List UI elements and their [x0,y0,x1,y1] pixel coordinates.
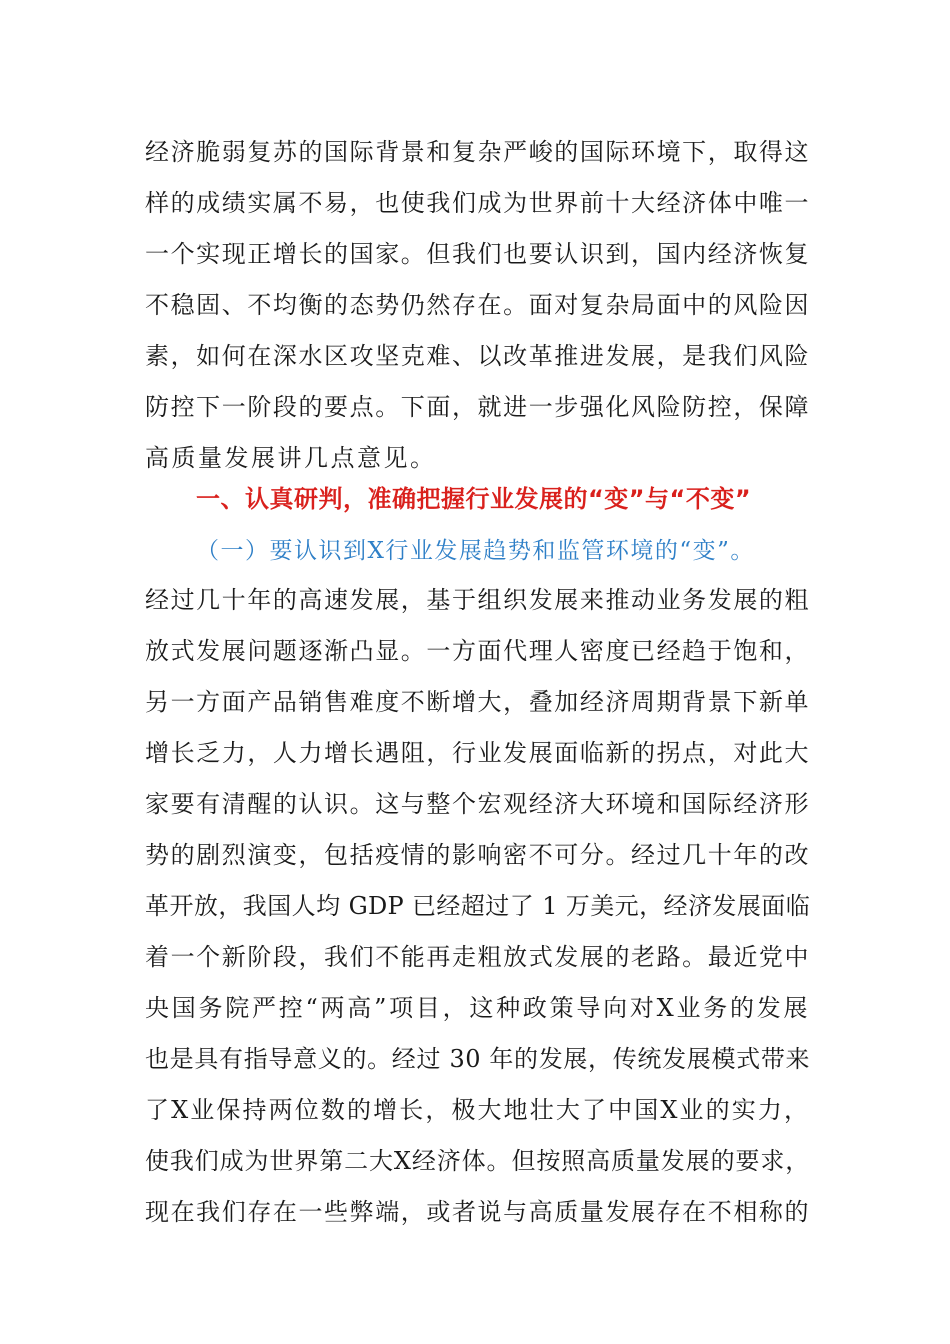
paragraph-line: 革开放，我国人均 GDP 已经超过了 1 万美元，经济发展面临 [145,892,810,920]
paragraph-line: 样的成绩实属不易，也使我们成为世界前十大经济体中唯一 [145,189,810,217]
paragraph-line: 也是具有指导意义的。经过 30 年的发展，传统发展模式带来 [145,1045,810,1073]
paragraph-line: 现在我们存在一些弊端，或者说与高质量发展存在不相称的 [145,1198,810,1226]
section-heading: 一、认真研判，准确把握行业发展的“变”与“不变” [196,485,752,513]
paragraph-line: 经济脆弱复苏的国际背景和复杂严峻的国际环境下，取得这 [145,138,810,166]
paragraph-line: 了X业保持两位数的增长，极大地壮大了中国X业的实力， [145,1096,810,1124]
paragraph-line: 高质量发展讲几点意见。 [145,444,437,472]
paragraph-line: 经过几十年的高速发展，基于组织发展来推动业务发展的粗 [145,586,810,614]
paragraph-line: 增长乏力，人力增长遇阻，行业发展面临新的拐点，对此大 [145,739,810,767]
paragraph-line: 防控下一阶段的要点。下面，就进一步强化风险防控，保障 [145,393,810,421]
paragraph-line: 使我们成为世界第二大X经济体。但按照高质量发展的要求， [145,1147,810,1175]
paragraph-line: 一个实现正增长的国家。但我们也要认识到，国内经济恢复 [145,240,810,268]
paragraph-line: 放式发展问题逐渐凸显。一方面代理人密度已经趋于饱和， [145,637,810,665]
paragraph-line: 家要有清醒的认识。这与整个宏观经济大环境和国际经济形 [145,790,810,818]
paragraph-line: 不稳固、不均衡的态势仍然存在。面对复杂局面中的风险因 [145,291,810,319]
paragraph-line: 央国务院严控“两高”项目，这种政策导向对X业务的发展 [145,994,810,1022]
subsection-heading: （一）要认识到X行业发展趋势和监管环境的“变”。 [196,538,755,564]
paragraph-line: 着一个新阶段，我们不能再走粗放式发展的老路。最近党中 [145,943,810,971]
paragraph-line: 另一方面产品销售难度不断增大，叠加经济周期背景下新单 [145,688,810,716]
paragraph-line: 素，如何在深水区攻坚克难、以改革推进发展，是我们风险 [145,342,810,370]
paragraph-line: 势的剧烈演变，包括疫情的影响密不可分。经过几十年的改 [145,841,810,869]
